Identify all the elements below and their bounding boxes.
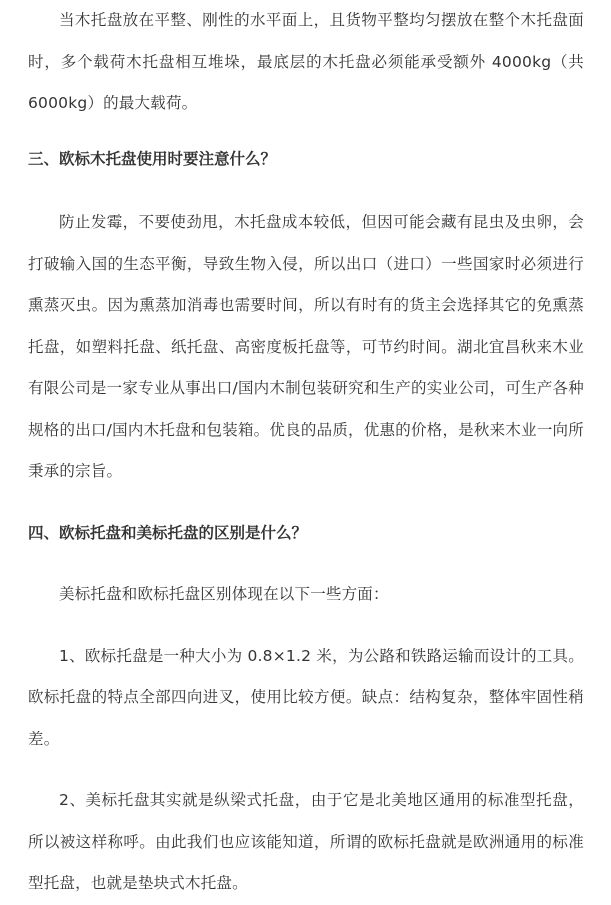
section-heading-4: 四、欧标托盘和美标托盘的区别是什么？ [28, 523, 308, 542]
spacer [28, 760, 584, 780]
paragraph-differences-intro: 美标托盘和欧标托盘区别体现在以下一些方面： [59, 585, 389, 603]
section-heading-3: 三、欧标木托盘使用时要注意什么？ [28, 149, 277, 168]
spacer [28, 554, 584, 574]
spacer [28, 125, 584, 139]
paragraph-load-capacity: 当木托盘放在平整、刚性的水平面上，且货物平整均匀摆放在整个木托盘面时，多个载荷木托盘相互堆垛，最底层的木托盘必须能承受额外 4000kg（共 6000kg）的最大载荷。 [28, 11, 584, 112]
spacer [28, 493, 584, 513]
paragraph-usage-notes: 防止发霉，不要使劲甩，木托盘成本较低，但因可能会藏有昆虫及虫卵，会打破输入国的生态平衡，导致生物入侵，所以出口（进口）一些国家时必须进行熏蒸灭虫。因为熏蒸加消毒也需要时间，所以有时有的货主会选择其它的免熏蒸托盘，如塑料托盘、纸托盘、高密度板托盘等，可节约时间。湖北宜昌秋来木业有限公司是一家专业从事出口/国内木制包装研究和生产的实业公司，可生产各种规格的出口/国内木托盘和包装箱。优良的品质，优惠的价格，是秋来木业一向所秉承的宗旨。 [28, 213, 584, 480]
spacer [28, 180, 584, 202]
article-body [28, 0, 584, 905]
paragraph-us-pallet: 2、美标托盘其实就是纵梁式托盘，由于它是北美地区通用的标准型托盘，所以被这样称呼。由此我们也应该能知道，所谓的欧标托盘就是欧洲通用的标准型托盘，也就是垫块式木托盘。 [28, 791, 584, 892]
paragraph-euro-pallet: 1、欧标托盘是一种大小为 0.8×1.2 米，为公路和铁路运输而设计的工具。欧标托盘的特点全部四向进叉，使用比较方便。缺点：结构复杂，整体牢固性稍差。 [28, 646, 584, 748]
spacer [28, 616, 584, 636]
